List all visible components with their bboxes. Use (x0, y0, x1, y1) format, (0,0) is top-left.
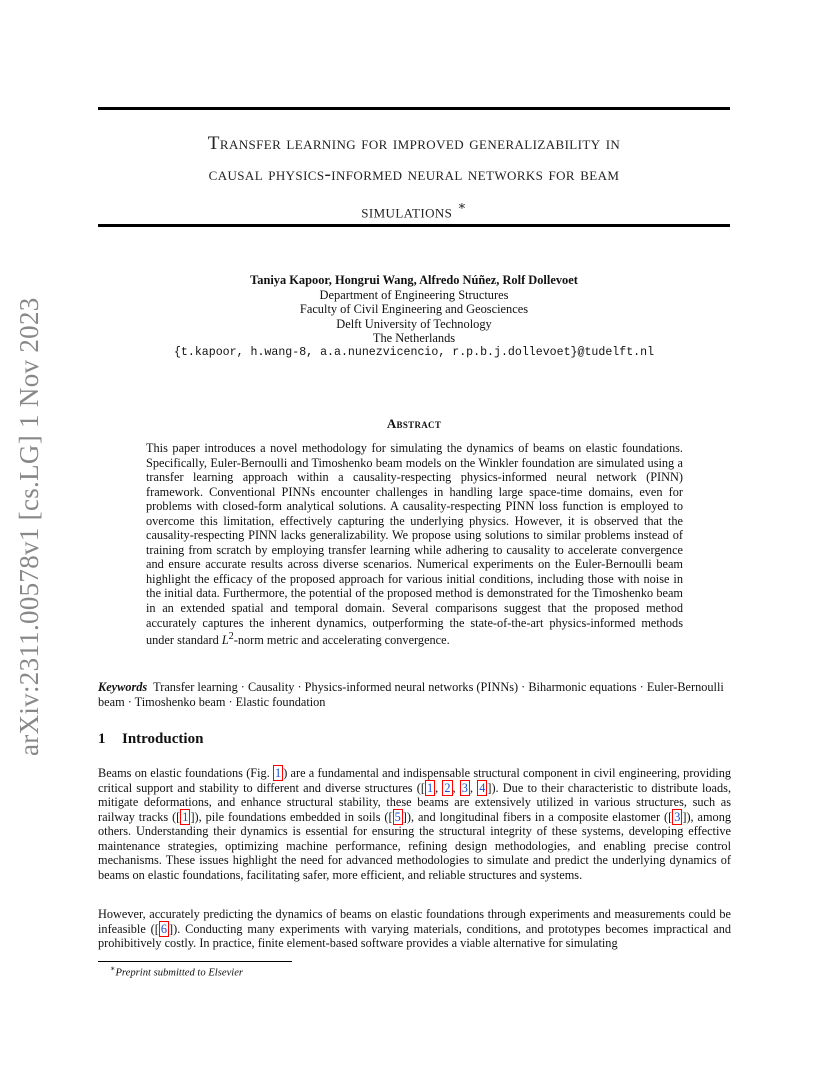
author-names: Taniya Kapoor, Hongrui Wang, Alfredo Núñez, Rolf Dollevoet (250, 273, 578, 287)
citation-link[interactable]: 4 (479, 780, 486, 795)
figure-ref-link[interactable]: 1 (275, 766, 282, 780)
title-footnote-mark[interactable]: ∗ (457, 198, 467, 213)
footnote (110, 964, 243, 979)
keywords-block (98, 680, 730, 709)
title-line-2: causal physics-informed neural networks for beam (208, 164, 620, 185)
citation-link[interactable]: 3 (461, 780, 468, 795)
arxiv-side-stamp: arXiv:2311.00578v1 [cs.LG] 1 Nov 2023 (14, 297, 44, 756)
author-block (98, 273, 730, 361)
citation-link[interactable]: 5 (394, 809, 401, 824)
footnote-text: Preprint submitted to Elsevier (115, 967, 244, 979)
keywords-label: Keywords (98, 680, 148, 694)
intro-paragraph-2: However, accurately predicting the dynamics of beams on elastic foundations through experiments and measurements could be infeasible ([ 6 ]). Conducting many experiments with varying materials, conditions, and prototypes becomes impractical and prohibitively costly. In practice, finite element-based software provides a viable alternative for simulating (98, 907, 731, 951)
intro-paragraph-1: Beams on elastic foundations (Fig. 1 ) are a fundamental and indispensable structural component in civil engineering, providing critical support and stability to different and diverse structures ([ 1 , 2 , 3 , 4 ]). Due to their characteristic to distribute loads, mitigate deformations, and enhance structural stability, these beams are extensively utilized in various structures, such as railway tracks ([ 1 ]), pile foundations embedded in soils ([ 5 ]), and longitudinal fibers in a composite elastomer ([ 3 ]), among others. Understanding their dynamics is essential for ensuring the structural integrity of these systems, developing effective maintenance strategies, optimizing machine performance, refining design methodologies, and enabling precise control mechanisms. These issues highlight the need for advanced methodologies to simulate and predict the underlying dynamics of beams on elastic foundations, facilitating safer, more efficient, and reliable structures and systems. (98, 766, 732, 882)
title-top-rule (98, 107, 730, 110)
author-emails: {t.kapoor, h.wang-8, a.a.nunezvicencio, r.p.b.j.dollevoet}@tudelft.nl (173, 345, 655, 359)
affiliation-line: Faculty of Civil Engineering and Geosciences (299, 302, 529, 317)
footnote-rule (98, 961, 292, 962)
citation-link[interactable]: 6 (160, 921, 168, 936)
paper-title (98, 128, 730, 227)
abstract-heading: Abstract (386, 416, 442, 431)
section-title: Introduction (122, 731, 204, 747)
affiliation-line: Department of Engineering Structures (319, 287, 509, 302)
math-superscript: 2 (228, 631, 234, 643)
title-bottom-rule (98, 224, 730, 227)
affiliation-line: Delft University of Technology (336, 316, 492, 331)
keywords-text: Transfer learning · Causality · Physics-informed neural networks (PINNs) · Biharmonic equations · Euler-Bernoulli beam · Timoshenko beam · Elastic foundation (98, 680, 724, 709)
citation-link[interactable]: 3 (674, 809, 681, 824)
footnote-mark: ∗ (110, 964, 116, 973)
abstract-text: This paper introduces a novel methodology for simulating the dynamics of beams on elastic foundations. Specifically, Euler-Bernoulli and Timoshenko beam models on the Winkler foundation are simulated using a transfer learning approach within a causality-respecting physics-informed neural network (PINN) framework. Conventional PINNs encounter challenges in handling large space-time domains, even for problems with closed-form analytical solutions. A causality-respecting PINN loss function is employed to overcome this limitation, effectively capturing the underlying physics. However, it is observed that the causality-respecting PINN lacks generalizability. We propose using solutions to similar problems instead of training from scratch by employing transfer learning while adhering to causality to accelerate convergence and ensure accurate results across diverse scenarios. Numerical experiments on the Euler-Bernoulli beam highlight the efficacy of the proposed approach for various initial conditions, including those with noise in the initial data. Furthermore, the potential of the proposed method is demonstrated for the Timoshenko beam in an extended spatial and temporal domain. Several comparisons suggest that the proposed method accurately captures the inherent dynamics, outperforming the state-of-the-art physics-informed methods under standard $L^2$-norm metric and accelerating convergence. (146, 441, 683, 648)
citation-link[interactable]: 2 (444, 780, 451, 795)
citation-link[interactable]: 1 (182, 809, 189, 824)
title-line-1: Transfer learning for improved generalizability in (207, 133, 621, 154)
section-number: 1 (98, 731, 106, 747)
citation-link[interactable]: 1 (426, 780, 434, 795)
section-heading (98, 731, 203, 748)
math-symbol: L (221, 633, 229, 648)
affiliation-line: The Netherlands (372, 331, 456, 346)
title-line-3: simulations (361, 201, 453, 223)
